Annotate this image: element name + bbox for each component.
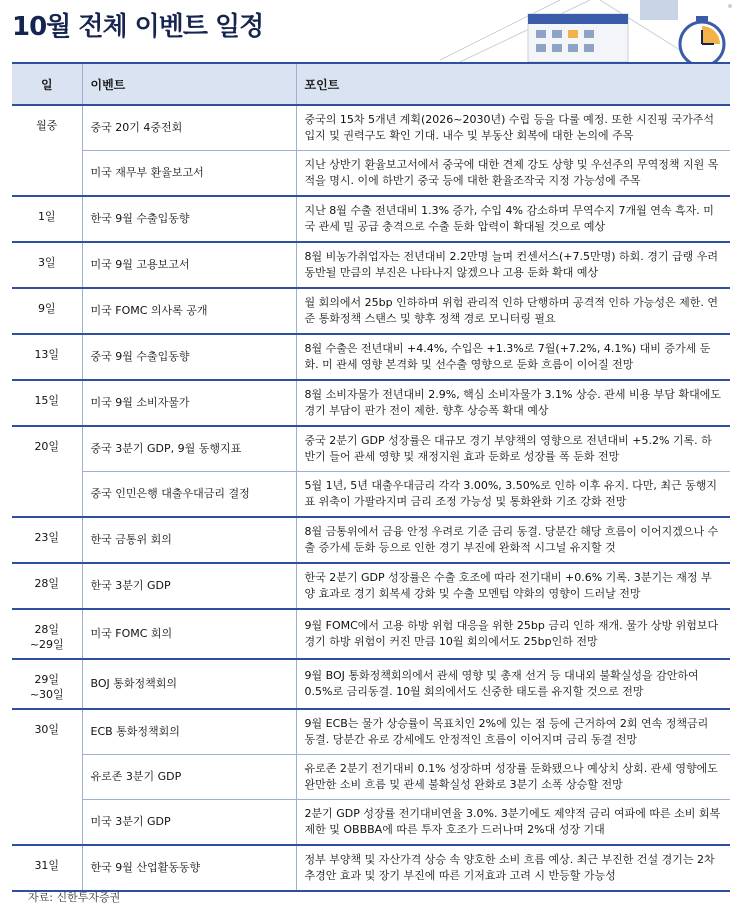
day-cell: 월중 (12, 105, 82, 196)
day-cell: 31일 (12, 845, 82, 891)
table-row (12, 845, 730, 891)
day-cell: 15일 (12, 380, 82, 426)
page-header (0, 0, 741, 62)
column-header-day: 일 (12, 63, 82, 105)
point-cell: 유로존 2분기 전기대비 0.1% 성장하며 성장률 둔화됐으나 예상치 상회. 관세 영향에도 완만한 소비 흐름 및 관세 불확실성 완화로 3분기 소폭 상승할 전망 (296, 755, 730, 800)
day-cell: 1일 (12, 196, 82, 242)
event-cell: 한국 9월 수출입동향 (82, 196, 296, 242)
table-row (12, 380, 730, 426)
point-cell: 8월 비농가취업자는 전년대비 2.2만명 늘며 컨센서스(+7.5만명) 하회. 경기 급랭 우려 동반될 만큼의 부진은 나타나지 않겠으나 고용 둔화 확대 예상 (296, 242, 730, 288)
table-row (12, 242, 730, 288)
table-row (12, 196, 730, 242)
event-cell: 미국 FOMC 의사록 공개 (82, 288, 296, 334)
table-header-row (12, 63, 730, 105)
point-cell: 월 회의에서 25bp 인하하며 위험 관리적 인하 단행하며 공격적 인하 가능성은 제한. 연준 통화정책 스탠스 및 향후 정책 경로 모니터링 필요 (296, 288, 730, 334)
column-header-point: 포인트 (296, 63, 730, 105)
table-body (12, 105, 730, 891)
event-table-container (12, 62, 730, 892)
table-row (12, 334, 730, 380)
point-cell: 8월 수출은 전년대비 +4.4%, 수입은 +1.3%로 7월(+7.2%, 4.1%) 대비 증가세 둔화. 미 관세 영향 본격화 및 선수출 영향으로 둔화 흐름이 이어질 전망 (296, 334, 730, 380)
event-cell: 한국 3분기 GDP (82, 563, 296, 609)
point-cell: 8월 금통위에서 금융 안정 우려로 기준 금리 동결. 당분간 해당 흐름이 이어지겠으나 수출 증가세 둔화 등으로 인한 경기 부진에 완화적 시그널 유지할 것 (296, 517, 730, 563)
event-cell: 중국 9월 수출입동향 (82, 334, 296, 380)
point-cell: 중국 2분기 GDP 성장률은 대규모 경기 부양책의 영향으로 전년대비 +5.2% 기록. 하반기 들어 관세 영향 및 재정지원 효과 둔화로 성장률 폭 둔화 전망 (296, 426, 730, 472)
point-cell: 9월 ECB는 물가 상승률이 목표치인 2%에 있는 점 등에 근거하여 2회 연속 정책금리 동결. 당분간 유로 강세에도 안정적인 흐름이 이어지며 금리 동결 전망 (296, 709, 730, 755)
table-row (12, 755, 730, 800)
table-row (12, 563, 730, 609)
table-row (12, 659, 730, 709)
calendar-clock-illustration (440, 0, 741, 62)
event-cell: 중국 인민은행 대출우대금리 결정 (82, 472, 296, 518)
point-cell: 9월 FOMC에서 고용 하방 위험 대응을 위한 25bp 금리 인하 재개. 물가 상방 위험보다 경기 하방 위험이 커진 만큼 10월 회의에서도 25bp인하 전망 (296, 609, 730, 659)
source-note: 자료: 신한투자증권 (28, 891, 121, 904)
event-cell: BOJ 통화정책회의 (82, 659, 296, 709)
event-cell: 한국 9월 산업활동동향 (82, 845, 296, 891)
day-cell: 20일 (12, 426, 82, 517)
day-cell: 29일 ~30일 (12, 659, 82, 709)
point-cell: 중국의 15차 5개년 계획(2026~2030년) 수립 등을 다룰 예정. 또한 시진핑 국가주석 입지 및 권력구도 확인 기대. 내수 및 부동산 회복에 대한 논의에 주목 (296, 105, 730, 151)
point-cell: 한국 2분기 GDP 성장률은 수출 호조에 따라 전기대비 +0.6% 기록. 3분기는 재정 부양 효과로 경기 회복세 강화 및 수출 모멘텀 약화의 영향이 드러날 전망 (296, 563, 730, 609)
day-cell: 13일 (12, 334, 82, 380)
event-cell: 유로존 3분기 GDP (82, 755, 296, 800)
table-row (12, 800, 730, 846)
event-cell: 미국 9월 고용보고서 (82, 242, 296, 288)
point-cell: 지난 상반기 환율보고서에서 중국에 대한 견제 강도 상향 및 우선주의 무역정책 지원 목적을 명시. 이에 하반기 중국 등에 대한 환율조작국 지정 가능성에 주목 (296, 151, 730, 197)
point-cell: 5월 1년, 5년 대출우대금리 각각 3.00%, 3.50%로 인하 이후 유지. 다만, 최근 동행지표 위축이 가팔라지며 금리 조정 가능성 및 통화완화 기조 강화 전망 (296, 472, 730, 518)
event-cell: 미국 3분기 GDP (82, 800, 296, 846)
event-cell: ECB 통화정책회의 (82, 709, 296, 755)
event-cell: 중국 20기 4중전회 (82, 105, 296, 151)
table-row (12, 105, 730, 151)
event-cell: 미국 FOMC 회의 (82, 609, 296, 659)
day-cell: 3일 (12, 242, 82, 288)
day-cell: 23일 (12, 517, 82, 563)
day-cell: 30일 (12, 709, 82, 845)
event-cell: 미국 재무부 환율보고서 (82, 151, 296, 197)
day-cell: 9일 (12, 288, 82, 334)
table-row (12, 709, 730, 755)
table-row (12, 472, 730, 518)
event-cell: 중국 3분기 GDP, 9월 동행지표 (82, 426, 296, 472)
table-row (12, 288, 730, 334)
table-row (12, 426, 730, 472)
point-cell: 2분기 GDP 성장률 전기대비연율 3.0%. 3분기에도 제약적 금리 여파에 따른 소비 회복 제한 및 OBBBA에 따른 투자 호조가 드러나며 2%대 성장 기대 (296, 800, 730, 846)
column-header-event: 이벤트 (82, 63, 296, 105)
point-cell: 9월 BOJ 통화정책회의에서 관세 영향 및 총재 선거 등 대내외 불확실성을 감안하여 0.5%로 금리동결. 10월 회의에서도 신중한 태도를 유지할 것으로 전망 (296, 659, 730, 709)
day-cell: 28일 (12, 563, 82, 609)
point-cell: 정부 부양책 및 자산가격 상승 속 양호한 소비 흐름 예상. 최근 부진한 건설 경기는 2차 추경안 효과 및 장기 부진에 따른 기저효과 고려 시 반등할 가능성 (296, 845, 730, 891)
point-cell: 8월 소비자물가 전년대비 2.9%, 핵심 소비자물가 3.1% 상승. 관세 비용 부담 확대에도 경기 부담이 판가 전이 제한. 향후 상승폭 확대 예상 (296, 380, 730, 426)
point-cell: 지난 8월 수출 전년대비 1.3% 증가, 수입 4% 감소하며 무역수지 7개월 연속 흑자. 미국 관세 밀 공급 충격으로 수출 둔화 압력이 확대될 것으로 예상 (296, 196, 730, 242)
event-cell: 한국 금통위 회의 (82, 517, 296, 563)
day-cell: 28일 ~29일 (12, 609, 82, 659)
event-schedule-table (12, 62, 730, 892)
table-row (12, 609, 730, 659)
table-row (12, 517, 730, 563)
table-row (12, 151, 730, 197)
page-title: 10월 전체 이벤트 일정 (12, 12, 264, 42)
event-cell: 미국 9월 소비자물가 (82, 380, 296, 426)
